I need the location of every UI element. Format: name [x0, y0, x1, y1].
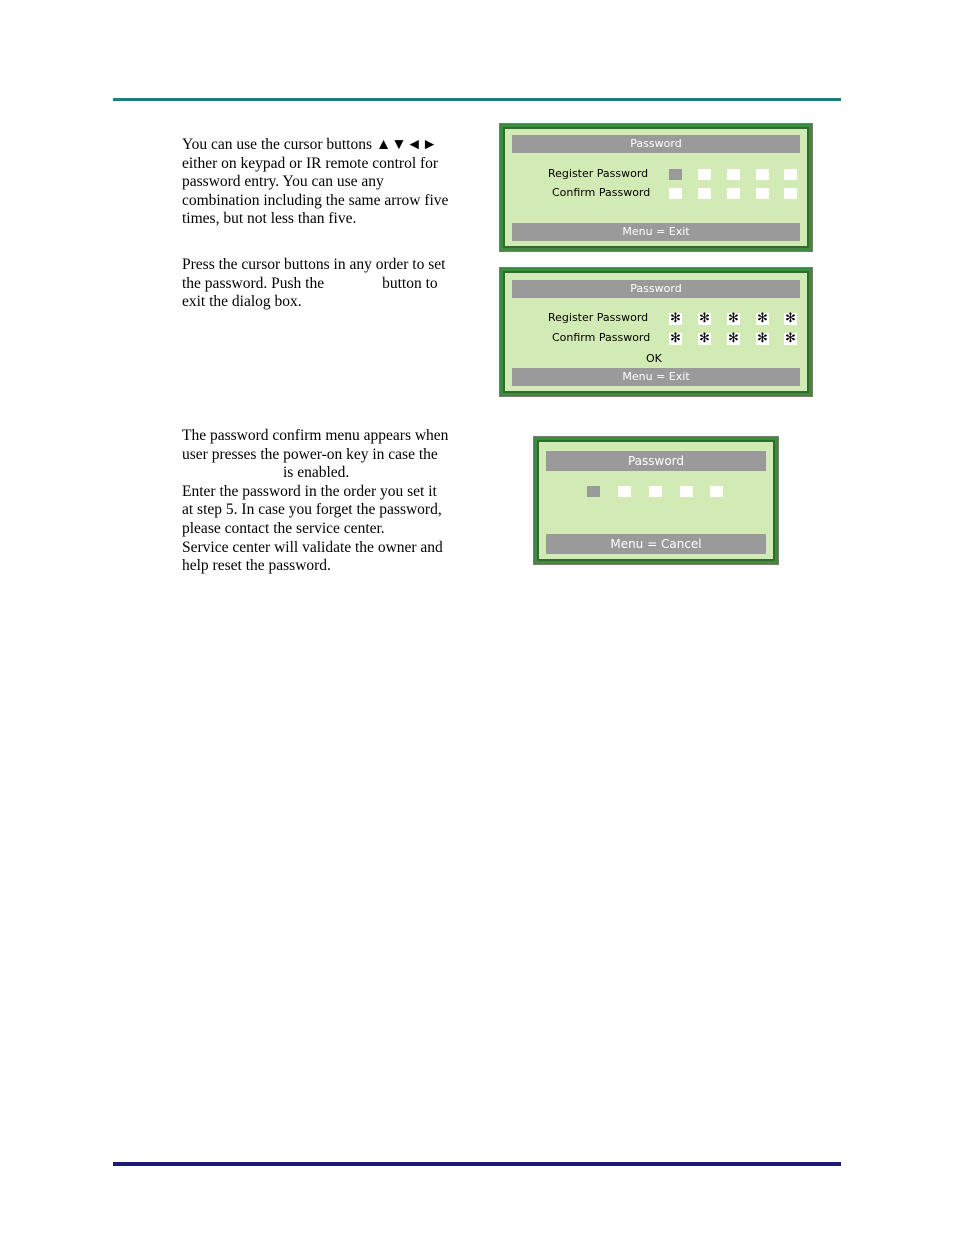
password-confirm-dialog	[534, 437, 778, 564]
confirm-mask-2[interactable]: ✻	[699, 331, 710, 346]
text-line: Enter the password in the order you set it	[182, 482, 437, 500]
register-digit-1[interactable]	[669, 169, 682, 180]
password-digit-1[interactable]	[587, 486, 600, 497]
text-line: times, but not less than five.	[182, 210, 357, 228]
register-mask-3[interactable]: ✻	[728, 311, 739, 326]
register-digit-3[interactable]	[727, 169, 740, 180]
text-line: combination including the same arrow five	[182, 191, 449, 209]
text-line: Press the cursor buttons in any order to set	[182, 256, 446, 273]
header-rule	[113, 98, 841, 101]
register-digit-4[interactable]	[756, 169, 769, 180]
footer-rule	[113, 1162, 841, 1166]
register-mask-1[interactable]: ✻	[670, 311, 681, 326]
ok-status: OK	[646, 352, 662, 365]
confirm-digit-4[interactable]	[756, 188, 769, 199]
confirm-password-label: Confirm Password	[552, 186, 651, 199]
dialog-footer: Menu = Cancel	[546, 534, 766, 554]
text-line: You can use the cursor buttons ▲▼◄►	[182, 136, 438, 153]
register-digit-5[interactable]	[784, 169, 797, 180]
password-digit-3[interactable]	[649, 486, 662, 497]
text-line	[182, 275, 464, 294]
cursor-instructions	[182, 136, 464, 229]
password-digit-5[interactable]	[710, 486, 723, 497]
text-line: password entry. You can use any	[182, 173, 384, 191]
dialog-title: Password	[512, 135, 800, 153]
dialog-footer: Menu = Exit	[512, 368, 800, 386]
confirm-mask-4[interactable]: ✻	[757, 331, 768, 346]
dialog-title: Password	[512, 280, 800, 298]
text-fragment: the password. Push the	[182, 274, 325, 292]
confirm-digit-1[interactable]	[669, 188, 682, 199]
password-dialog-filled	[500, 268, 812, 396]
text-fragment: button to	[382, 274, 438, 292]
text-line: help reset the password.	[182, 557, 331, 575]
password-digit-2[interactable]	[618, 486, 631, 497]
register-password-label: Register Password	[548, 311, 649, 324]
text-line: user presses the power-on key in case the	[182, 445, 438, 463]
dialog-title: Password	[546, 451, 766, 471]
confirm-mask-3[interactable]: ✻	[728, 331, 739, 346]
confirm-password-label: Confirm Password	[552, 331, 651, 344]
text-line: at step 5. In case you forget the password,	[182, 501, 442, 519]
confirm-instructions	[182, 427, 464, 576]
text-line: please contact the service center.	[182, 519, 385, 537]
text-line: The password confirm menu appears when	[182, 427, 449, 444]
confirm-mask-5[interactable]: ✻	[785, 331, 796, 346]
register-mask-4[interactable]: ✻	[757, 311, 768, 326]
text-line: either on keypad or IR remote control for	[182, 154, 439, 172]
text-line: exit the dialog box.	[182, 293, 302, 311]
register-mask-5[interactable]: ✻	[785, 311, 796, 326]
password-dialog-empty	[500, 124, 812, 251]
confirm-digit-3[interactable]	[727, 188, 740, 199]
text-line: Service center will validate the owner and	[182, 538, 443, 556]
confirm-digit-2[interactable]	[698, 188, 711, 199]
set-password-instructions	[182, 256, 464, 312]
register-mask-2[interactable]: ✻	[699, 311, 710, 326]
register-digit-2[interactable]	[698, 169, 711, 180]
password-digit-4[interactable]	[680, 486, 693, 497]
dialog-footer: Menu = Exit	[512, 223, 800, 241]
register-password-label: Register Password	[548, 167, 649, 180]
confirm-mask-1[interactable]: ✻	[670, 331, 681, 346]
confirm-digit-5[interactable]	[784, 188, 797, 199]
text-line: is enabled.	[283, 464, 350, 482]
